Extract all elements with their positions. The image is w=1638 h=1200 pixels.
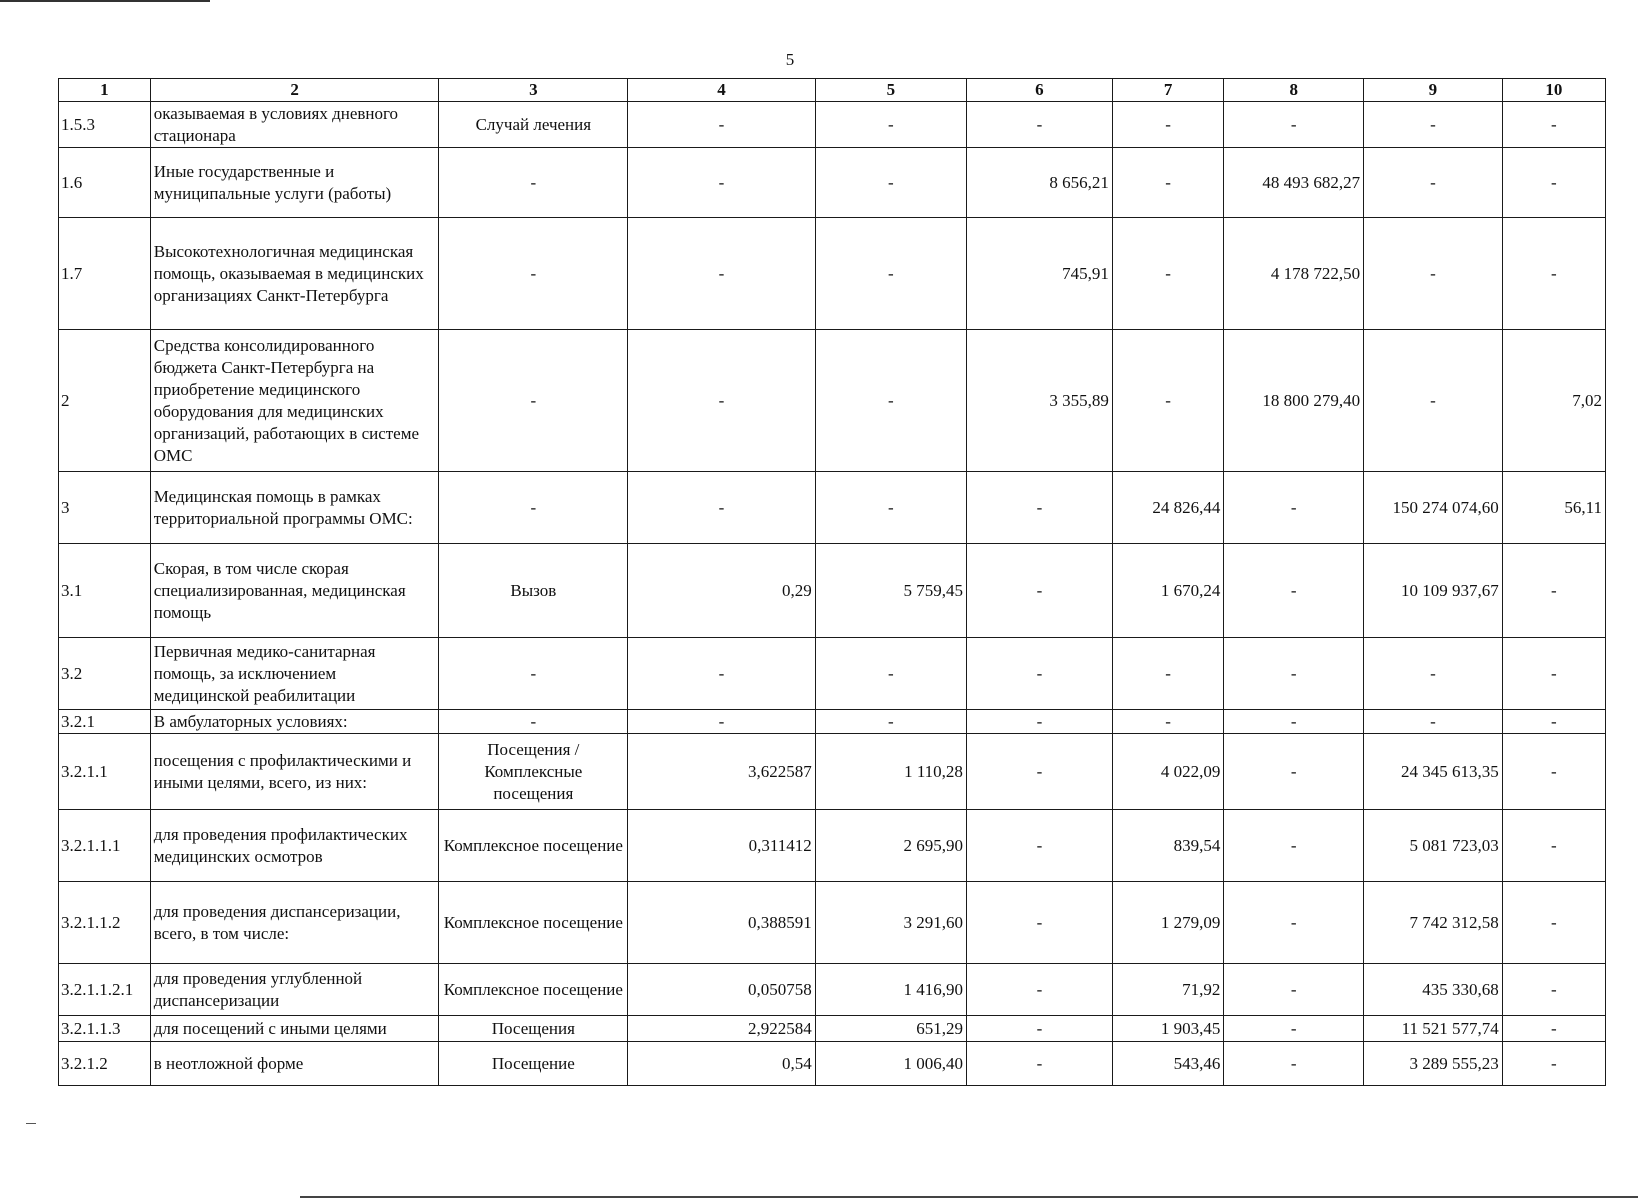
table-row xyxy=(59,102,1606,148)
cell-col9: - xyxy=(1364,638,1503,710)
cell-col6: 8 656,21 xyxy=(966,148,1112,218)
row-name: В амбулаторных условиях: xyxy=(150,710,439,734)
cell-col7: 839,54 xyxy=(1112,810,1224,882)
budget-table xyxy=(58,78,1606,1086)
table-row xyxy=(59,148,1606,218)
cell-col4: 0,050758 xyxy=(628,964,816,1016)
row-unit: Вызов xyxy=(439,544,628,638)
cell-col8: - xyxy=(1224,1016,1364,1042)
cell-col5: 1 110,28 xyxy=(815,734,966,810)
row-number: 1.6 xyxy=(59,148,151,218)
cell-col5: - xyxy=(815,472,966,544)
cell-col7: 24 826,44 xyxy=(1112,472,1224,544)
col-header-7: 7 xyxy=(1112,79,1224,102)
cell-col5: - xyxy=(815,218,966,330)
cell-col5: 5 759,45 xyxy=(815,544,966,638)
cell-col8: - xyxy=(1224,472,1364,544)
row-unit: - xyxy=(439,218,628,330)
cell-col7: 1 903,45 xyxy=(1112,1016,1224,1042)
cell-col9: - xyxy=(1364,148,1503,218)
page-number: 5 xyxy=(785,50,795,69)
cell-col6: - xyxy=(966,964,1112,1016)
col-header-3: 3 xyxy=(439,79,628,102)
row-name: в неотложной форме xyxy=(150,1042,439,1086)
cell-col6: - xyxy=(966,638,1112,710)
cell-col10: - xyxy=(1502,148,1605,218)
cell-col9: 435 330,68 xyxy=(1364,964,1503,1016)
col-header-2: 2 xyxy=(150,79,439,102)
row-name: Первичная медико-санитарная помощь, за исключением медицинской реабилитации xyxy=(150,638,439,710)
cell-col7: - xyxy=(1112,102,1224,148)
row-unit: Случай лечения xyxy=(439,102,628,148)
cell-col5: 1 416,90 xyxy=(815,964,966,1016)
cell-col4: - xyxy=(628,472,816,544)
cell-col9: 7 742 312,58 xyxy=(1364,882,1503,964)
row-unit: - xyxy=(439,710,628,734)
cell-col4: - xyxy=(628,102,816,148)
row-unit: - xyxy=(439,148,628,218)
cell-col7: - xyxy=(1112,218,1224,330)
row-number: 3.2.1.2 xyxy=(59,1042,151,1086)
header-row xyxy=(59,79,1606,102)
row-name: Скорая, в том числе скорая специализированная, медицинская помощь xyxy=(150,544,439,638)
row-name: для проведения диспансеризации, всего, в том числе: xyxy=(150,882,439,964)
row-number: 1.5.3 xyxy=(59,102,151,148)
cell-col9: - xyxy=(1364,102,1503,148)
cell-col10: 7,02 xyxy=(1502,330,1605,472)
row-number: 1.7 xyxy=(59,218,151,330)
row-number: 3.2.1 xyxy=(59,710,151,734)
row-unit: - xyxy=(439,330,628,472)
cell-col5: - xyxy=(815,148,966,218)
cell-col9: 3 289 555,23 xyxy=(1364,1042,1503,1086)
table-row xyxy=(59,810,1606,882)
cell-col9: 150 274 074,60 xyxy=(1364,472,1503,544)
row-unit: - xyxy=(439,472,628,544)
table-row xyxy=(59,330,1606,472)
row-number: 3.2.1.1.2 xyxy=(59,882,151,964)
cell-col8: - xyxy=(1224,882,1364,964)
cell-col8: 4 178 722,50 xyxy=(1224,218,1364,330)
table-row xyxy=(59,638,1606,710)
cell-col7: 4 022,09 xyxy=(1112,734,1224,810)
row-unit: Комплексное посещение xyxy=(439,964,628,1016)
row-name: посещения с профилактическими и иными целями, всего, из них: xyxy=(150,734,439,810)
row-number: 3.2.1.1.2.1 xyxy=(59,964,151,1016)
cell-col8: - xyxy=(1224,710,1364,734)
cell-col10: - xyxy=(1502,102,1605,148)
bottom-rule xyxy=(300,1196,1638,1198)
row-number: 3.2 xyxy=(59,638,151,710)
row-name: Иные государственные и муниципальные услуги (работы) xyxy=(150,148,439,218)
cell-col5: 2 695,90 xyxy=(815,810,966,882)
cell-col7: 1 279,09 xyxy=(1112,882,1224,964)
row-unit: Посещения xyxy=(439,1016,628,1042)
col-header-6: 6 xyxy=(966,79,1112,102)
col-header-4: 4 xyxy=(628,79,816,102)
table-row xyxy=(59,472,1606,544)
col-header-9: 9 xyxy=(1364,79,1503,102)
cell-col9: - xyxy=(1364,218,1503,330)
cell-col7: 71,92 xyxy=(1112,964,1224,1016)
cell-col10: - xyxy=(1502,810,1605,882)
cell-col4: 3,622587 xyxy=(628,734,816,810)
cell-col5: - xyxy=(815,710,966,734)
row-name: для проведения профилактических медицинских осмотров xyxy=(150,810,439,882)
cell-col4: - xyxy=(628,710,816,734)
cell-col7: - xyxy=(1112,710,1224,734)
row-number: 3 xyxy=(59,472,151,544)
table-row xyxy=(59,734,1606,810)
col-header-8: 8 xyxy=(1224,79,1364,102)
cell-col8: 48 493 682,27 xyxy=(1224,148,1364,218)
cell-col10: - xyxy=(1502,1016,1605,1042)
margin-mark xyxy=(26,1123,36,1124)
cell-col7: - xyxy=(1112,638,1224,710)
cell-col6: - xyxy=(966,810,1112,882)
cell-col7: - xyxy=(1112,148,1224,218)
row-unit: Комплексное посещение xyxy=(439,810,628,882)
cell-col4: 0,388591 xyxy=(628,882,816,964)
cell-col5: - xyxy=(815,102,966,148)
cell-col10: - xyxy=(1502,710,1605,734)
cell-col10: - xyxy=(1502,1042,1605,1086)
cell-col10: - xyxy=(1502,218,1605,330)
row-name: оказываемая в условиях дневного стационара xyxy=(150,102,439,148)
cell-col6: - xyxy=(966,710,1112,734)
cell-col6: - xyxy=(966,1016,1112,1042)
row-name: Медицинская помощь в рамках территориальной программы ОМС: xyxy=(150,472,439,544)
cell-col4: - xyxy=(628,330,816,472)
cell-col6: - xyxy=(966,1042,1112,1086)
cell-col6: - xyxy=(966,544,1112,638)
row-unit: Комплексное посещение xyxy=(439,882,628,964)
cell-col8: 18 800 279,40 xyxy=(1224,330,1364,472)
cell-col8: - xyxy=(1224,810,1364,882)
cell-col10: 56,11 xyxy=(1502,472,1605,544)
row-name: Высокотехнологичная медицинская помощь, оказываемая в медицинских организациях Санкт-Петербурга xyxy=(150,218,439,330)
table-row xyxy=(59,1042,1606,1086)
cell-col10: - xyxy=(1502,964,1605,1016)
cell-col4: 0,311412 xyxy=(628,810,816,882)
cell-col5: - xyxy=(815,638,966,710)
cell-col10: - xyxy=(1502,638,1605,710)
cell-col4: 2,922584 xyxy=(628,1016,816,1042)
table-row xyxy=(59,882,1606,964)
cell-col10: - xyxy=(1502,734,1605,810)
table-row xyxy=(59,1016,1606,1042)
cell-col4: 0,54 xyxy=(628,1042,816,1086)
cell-col9: 5 081 723,03 xyxy=(1364,810,1503,882)
cell-col6: - xyxy=(966,102,1112,148)
cell-col8: - xyxy=(1224,638,1364,710)
cell-col10: - xyxy=(1502,882,1605,964)
cell-col4: 0,29 xyxy=(628,544,816,638)
row-unit: Посещение xyxy=(439,1042,628,1086)
cell-col6: 3 355,89 xyxy=(966,330,1112,472)
cell-col4: - xyxy=(628,638,816,710)
cell-col5: 1 006,40 xyxy=(815,1042,966,1086)
row-unit: - xyxy=(439,638,628,710)
table-row xyxy=(59,218,1606,330)
cell-col9: 11 521 577,74 xyxy=(1364,1016,1503,1042)
cell-col7: 1 670,24 xyxy=(1112,544,1224,638)
cell-col10: - xyxy=(1502,544,1605,638)
cell-col6: - xyxy=(966,882,1112,964)
row-number: 3.2.1.1.1 xyxy=(59,810,151,882)
cell-col4: - xyxy=(628,218,816,330)
col-header-1: 1 xyxy=(59,79,151,102)
cell-col9: 24 345 613,35 xyxy=(1364,734,1503,810)
table-row xyxy=(59,710,1606,734)
cell-col8: - xyxy=(1224,102,1364,148)
row-number: 3.2.1.1.3 xyxy=(59,1016,151,1042)
row-number: 3.1 xyxy=(59,544,151,638)
cell-col6: 745,91 xyxy=(966,218,1112,330)
row-name: Средства консолидированного бюджета Санкт-Петербурга на приобретение медицинского оборудования для медицинских организаций, работающих в системе ОМС xyxy=(150,330,439,472)
row-number: 3.2.1.1 xyxy=(59,734,151,810)
cell-col7: 543,46 xyxy=(1112,1042,1224,1086)
cell-col6: - xyxy=(966,734,1112,810)
cell-col5: - xyxy=(815,330,966,472)
cell-col6: - xyxy=(966,472,1112,544)
col-header-10: 10 xyxy=(1502,79,1605,102)
cell-col8: - xyxy=(1224,964,1364,1016)
row-name: для проведения углубленной диспансеризации xyxy=(150,964,439,1016)
cell-col4: - xyxy=(628,148,816,218)
row-unit: Посещения / Комплексные посещения xyxy=(439,734,628,810)
row-number: 2 xyxy=(59,330,151,472)
cell-col5: 3 291,60 xyxy=(815,882,966,964)
table-row xyxy=(59,544,1606,638)
cell-col8: - xyxy=(1224,544,1364,638)
table-row xyxy=(59,964,1606,1016)
cell-col8: - xyxy=(1224,1042,1364,1086)
cell-col8: - xyxy=(1224,734,1364,810)
row-name: для посещений с иными целями xyxy=(150,1016,439,1042)
cell-col5: 651,29 xyxy=(815,1016,966,1042)
scan-edge-line xyxy=(0,0,210,2)
cell-col9: - xyxy=(1364,710,1503,734)
cell-col9: 10 109 937,67 xyxy=(1364,544,1503,638)
cell-col7: - xyxy=(1112,330,1224,472)
cell-col9: - xyxy=(1364,330,1503,472)
col-header-5: 5 xyxy=(815,79,966,102)
